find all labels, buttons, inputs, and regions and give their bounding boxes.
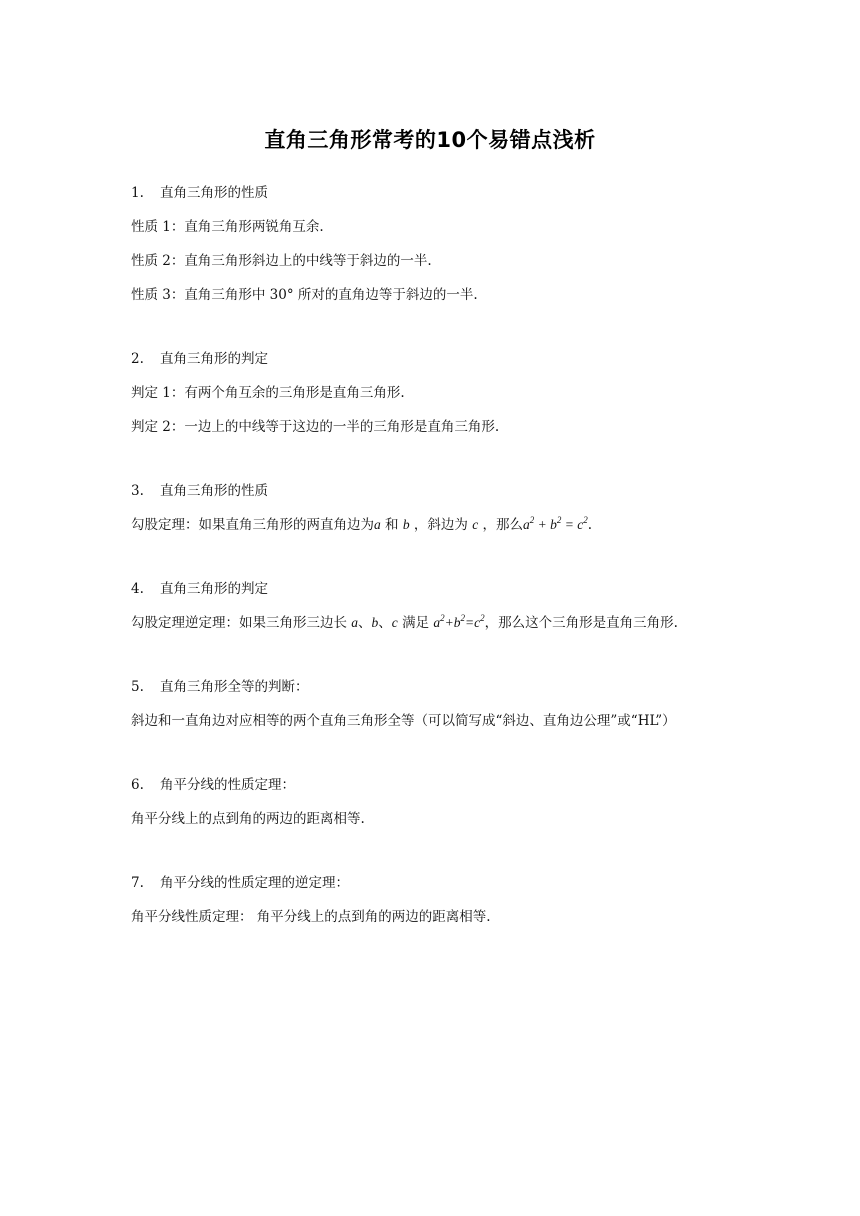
section-1 xyxy=(131,176,771,312)
page-title: 直角三角形常考的10个易错点浅析 xyxy=(264,128,596,152)
section-number: 4. xyxy=(131,581,144,597)
section-number: 6. xyxy=(131,777,144,793)
section-title: 直角三角形的判定 xyxy=(160,581,268,597)
criterion-2: 判定 2：一边上的中线等于这边的一半的三角形是直角三角形. xyxy=(131,419,500,435)
document-body xyxy=(131,176,771,964)
section-heading xyxy=(131,342,771,376)
section-title: 直角三角形的性质 xyxy=(160,483,268,499)
section-number: 5. xyxy=(131,679,144,695)
section-heading xyxy=(131,670,771,704)
section-heading xyxy=(131,474,771,508)
property-2: 性质 2：直角三角形斜边上的中线等于斜边的一半. xyxy=(131,253,432,269)
bisector-property: 角平分线上的点到角的两边的距离相等. xyxy=(131,811,365,827)
criterion-1: 判定 1：有两个角互余的三角形是直角三角形. xyxy=(131,385,405,401)
hl-congruence: 斜边和一直角边对应相等的两个直角三角形全等（可以简写成“斜边、直角边公理”或“HL”） xyxy=(131,713,676,729)
section-7 xyxy=(131,866,771,934)
converse-theorem: 勾股定理逆定理：如果三角形三边长 a、b、c 满足 $a^2+b^2=c^2$，那么这个三角形是直角三角形. xyxy=(131,613,678,631)
formula: $a^2 + b^2 = c^2$ xyxy=(522,515,588,532)
property-3: 性质 3：直角三角形中 30° 所对的直角边等于斜边的一半. xyxy=(131,287,478,303)
section-heading xyxy=(131,176,771,210)
bisector-converse: 角平分线性质定理： 角平分线上的点到角的两边的距离相等. xyxy=(131,909,491,925)
section-title: 角平分线的性质定理的逆定理： xyxy=(160,875,349,891)
section-title: 直角三角形的性质 xyxy=(160,185,268,201)
section-title: 角平分线的性质定理： xyxy=(160,777,295,793)
section-number: 3. xyxy=(131,483,144,499)
pythagorean-theorem: 勾股定理：如果直角三角形的两直角边为a 和 b ，斜边为 c ，那么$a^2 + b^2 = c^2$. xyxy=(131,515,593,533)
property-1: 性质 1：直角三角形两锐角互余. xyxy=(131,219,324,235)
section-title: 直角三角形的判定 xyxy=(160,351,268,367)
section-4 xyxy=(131,572,771,640)
section-heading xyxy=(131,866,771,900)
section-number: 1. xyxy=(131,185,144,201)
section-2 xyxy=(131,342,771,444)
section-3 xyxy=(131,474,771,542)
formula: $a^2+b^2=c^2$ xyxy=(433,613,485,630)
section-number: 7. xyxy=(131,875,144,891)
section-6 xyxy=(131,768,771,836)
section-number: 2. xyxy=(131,351,144,367)
section-title: 直角三角形全等的判断： xyxy=(160,679,309,695)
section-heading xyxy=(131,572,771,606)
section-5 xyxy=(131,670,771,738)
section-heading xyxy=(131,768,771,802)
